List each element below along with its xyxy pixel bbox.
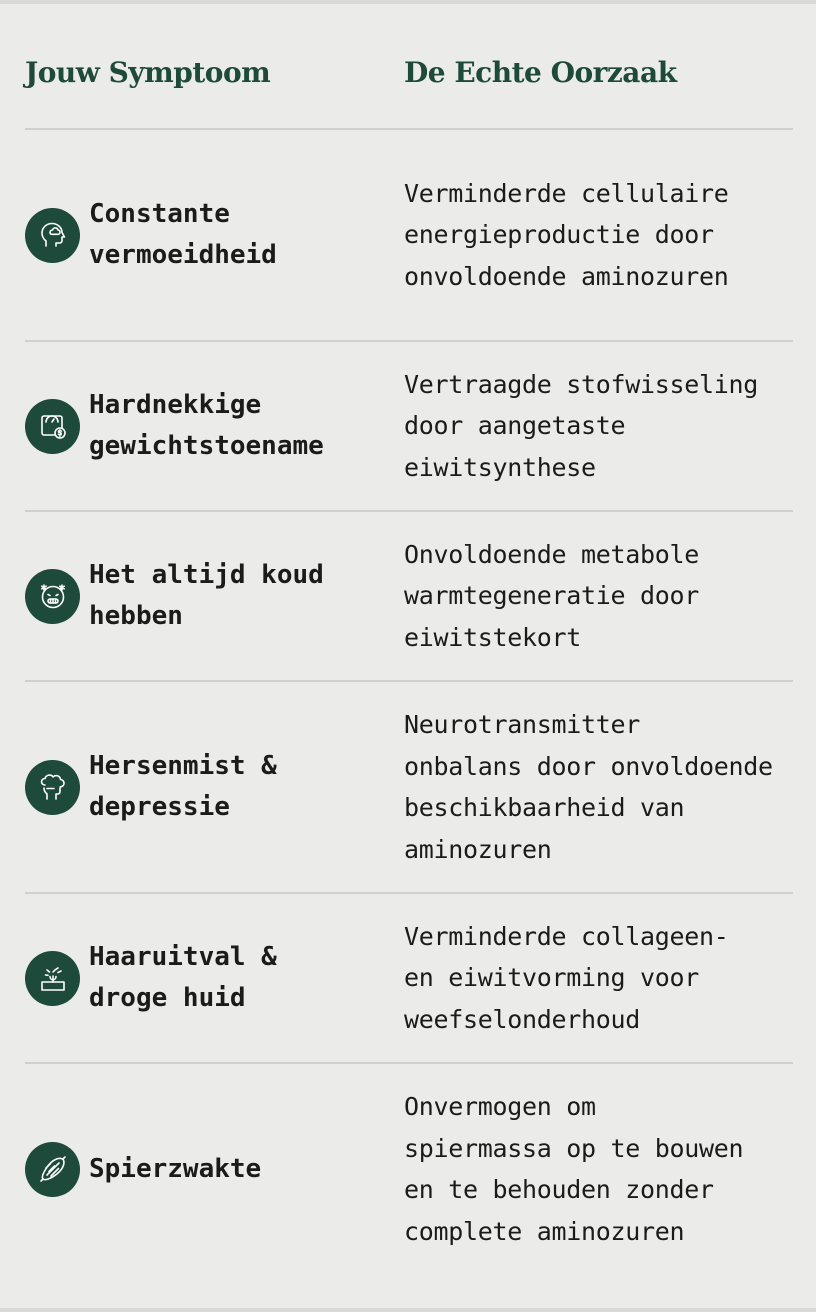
table-row — [0, 682, 816, 892]
symptom-label: Spierzwakte — [89, 1153, 262, 1184]
bottom-border — [0, 1308, 816, 1312]
cause-text: Verminderde collageen- en eiwitvorming voor weefselonderhoud — [404, 921, 729, 1034]
cause-text: Verminderde cellulaire energieproductie door onvoldoende aminozuren — [404, 178, 729, 291]
symptom-cell — [25, 1064, 389, 1274]
table-header — [0, 56, 816, 106]
cold-face-icon — [25, 569, 80, 624]
cause-cell — [404, 512, 814, 680]
table-row — [0, 342, 816, 510]
symptom-label: Hersenmist & depressie — [89, 751, 277, 822]
cause-cell — [404, 682, 814, 892]
cause-text: Vertraagde stofwisseling door aangetaste eiwitsynthese — [404, 369, 759, 482]
symptom-cell — [25, 342, 389, 510]
table-row — [0, 1064, 816, 1274]
symptom-cell — [25, 894, 389, 1062]
brain-fog-icon — [25, 760, 80, 815]
table-row — [0, 130, 816, 340]
symptom-cell — [25, 130, 389, 340]
symptom-cell — [25, 682, 389, 892]
symptom-label: Het altijd koud hebben — [89, 560, 324, 631]
symptom-label: Haaruitval & droge huid — [89, 942, 277, 1013]
cause-cell — [404, 130, 814, 340]
table-row — [0, 512, 816, 680]
head-cloud-icon — [25, 208, 80, 263]
cause-text: Onvoldoende metabole warmtegeneratie door eiwitstekort — [404, 539, 700, 652]
cause-column-header: De Echte Oorzaak — [404, 56, 677, 89]
symptom-label: Constante vermoeidheid — [89, 199, 277, 270]
symptom-cell — [25, 512, 389, 680]
cause-cell — [404, 894, 814, 1062]
symptom-label: Hardnekkige gewichtstoename — [89, 390, 324, 461]
cause-text: Neurotransmitter onbalans door onvoldoende beschikbaarheid van aminozuren — [404, 710, 773, 864]
scale-money-icon — [25, 399, 80, 454]
top-border — [0, 0, 816, 4]
cause-text: Onvermogen om spiermassa op te bouwen en te behouden zonder complete aminozuren — [404, 1092, 744, 1246]
cause-cell — [404, 1064, 814, 1274]
cause-cell — [404, 342, 814, 510]
symptom-column-header: Jouw Symptoom — [25, 56, 271, 89]
hair-loss-icon — [25, 951, 80, 1006]
table-row — [0, 894, 816, 1062]
muscle-icon — [25, 1142, 80, 1197]
